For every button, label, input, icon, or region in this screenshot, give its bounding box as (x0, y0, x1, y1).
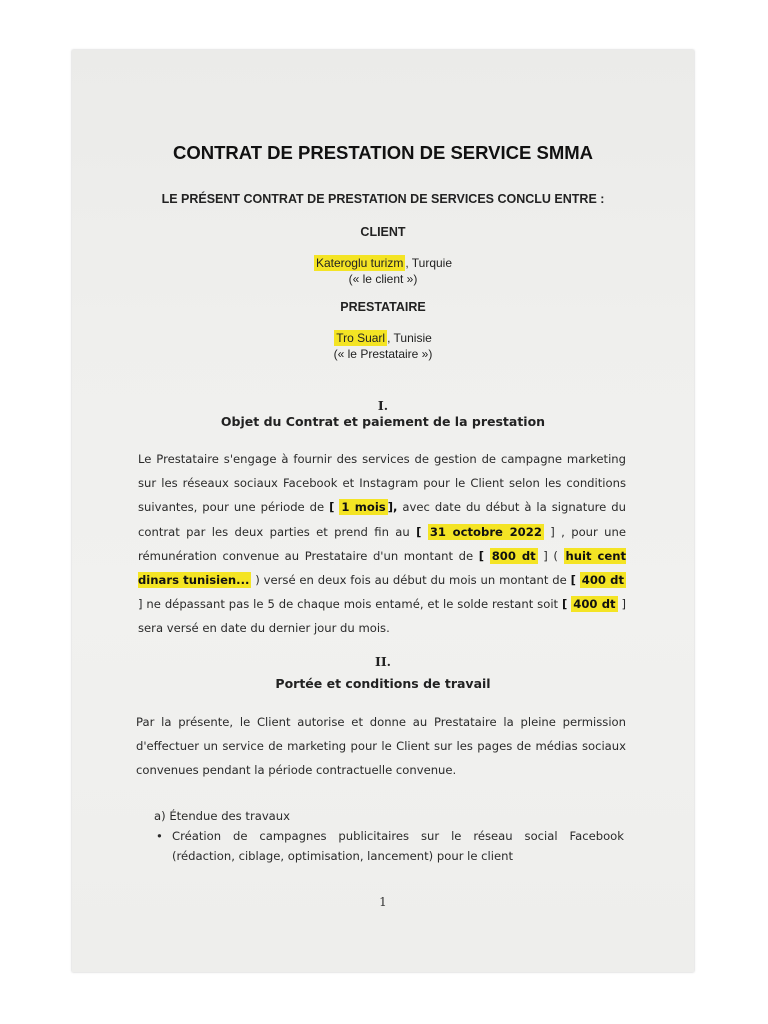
bracket-open: [ (329, 500, 335, 515)
section-2-number: II. (374, 654, 392, 669)
section-1-text-1: Le Prestataire s'engage à fournir des services de gestion de campagne marketing sur les réseaux sociaux Facebook et Instagram pour le Client selon les conditions suivantes, pour une période de (138, 452, 626, 515)
section-1-text-4: ] ( (543, 548, 558, 563)
section-1-text-2: avec date du début à la signature du contrat par les deux parties et prend fin au (138, 500, 626, 539)
section-1-text-6: ] ne dépassant pas le 5 de chaque mois entamé, et le solde restant soit (138, 597, 559, 612)
contract-amount: 800 dt (491, 548, 536, 563)
client-name-line (72, 256, 694, 270)
section-1-paragraph: Le Prestataire s'engage à fournir des services de gestion de campagne marketing sur les réseaux sociaux Facebook et Instagram pour le Client selon les conditions suivantes, pour une période de [ 1 mois ], avec date du début à la signature du contrat par les deux parties et prend fin au [ 31 octobre 2022 ] , pour une rémunération convenue au Prestataire d'un montant de [ 800 dt ] ( huit cent dinars tunisien... ) versé en deux fois au début du mois un montant de [ 400 dt ] ne dépassant pas le 5 de chaque mois entamé, et le solde restant soit [ 400 dt ] sera versé en date du dernier jour du mois. (138, 452, 627, 636)
page-number: 1 (379, 895, 387, 909)
section-1-text-7: ] sera versé en date du dernier jour du mois. (138, 597, 627, 636)
first-payment: 400 dt (581, 573, 625, 588)
document-page (72, 50, 694, 972)
scope-subheading: a) Étendue des travaux (154, 809, 291, 823)
scope-bullet-item (156, 826, 624, 866)
scope-bullet-text: Création de campagnes publicitaires sur le réseau social Facebook (rédaction, ciblage, optimisation, lancement) pour le client (172, 829, 624, 863)
contract-duration: 1 mois (341, 500, 386, 515)
client-name: Kateroglu turizm (315, 256, 404, 270)
provider-heading: PRESTATAIRE (340, 300, 426, 314)
provider-alias: (« le Prestataire ») (333, 347, 433, 361)
section-2-title: Portée et conditions de travail (275, 676, 491, 691)
provider-name-line (72, 331, 694, 345)
section-2-paragraph: Par la présente, le Client autorise et donne au Prestataire la pleine permission d'effectuer un service de marketing pour le Client sur les pages de médias sociaux convenues pendant la période contractuelle convenue. (136, 715, 626, 778)
client-country: , Turquie (405, 256, 453, 270)
second-payment: 400 dt (573, 597, 616, 612)
section-1-number: I. (377, 398, 389, 413)
section-1-title: Objet du Contrat et paiement de la prestation (220, 414, 546, 429)
client-alias: (« le client ») (348, 272, 418, 286)
contract-amount-words: huit cent dinars tunisien... (138, 548, 627, 588)
section-1-text-3: ] , pour une rémunération convenue au Prestataire d'un montant de (138, 524, 626, 563)
bracket-close: ], (387, 500, 398, 515)
provider-country: , Tunisie (387, 331, 432, 345)
document-subtitle: LE PRÉSENT CONTRAT DE PRESTATION DE SERVICES CONCLU ENTRE : (161, 192, 605, 206)
section-1-text-5: ) versé en deux fois au début du mois un montant de (255, 573, 567, 588)
document-title: CONTRAT DE PRESTATION DE SERVICE SMMA (172, 142, 594, 163)
client-heading: CLIENT (360, 225, 406, 239)
bullet-icon: • (156, 829, 163, 843)
provider-name: Tro Suarl (336, 331, 386, 345)
contract-end-date: 31 octobre 2022 (429, 524, 542, 539)
